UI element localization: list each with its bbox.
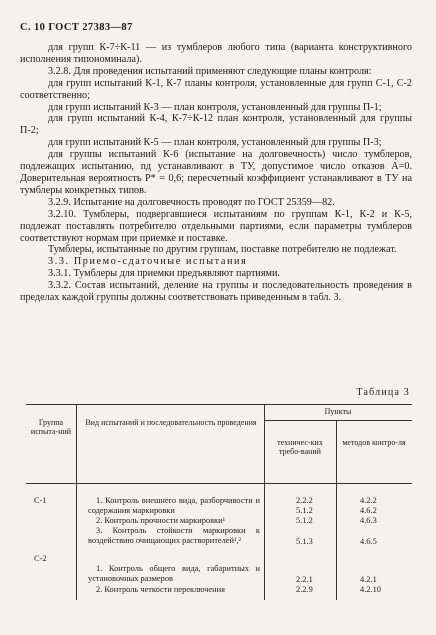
tech-ref: 2.2.1 (296, 575, 313, 584)
section-heading: 3.3. Приемо-сдаточные испытания (48, 256, 248, 268)
paragraph: 3.3.1. Тумблеры для приемки предъявляют партиями. (48, 268, 280, 280)
test-item: 3. Контроль стойкости маркировки к воздействию очищающих растворителей¹,² (88, 526, 260, 546)
header-kind: Вид испытаний и последовательность проведения (85, 418, 257, 427)
table-rule (264, 404, 265, 600)
test-item: 2. Контроль четкости переключения (96, 585, 225, 594)
table-rule (264, 420, 412, 421)
method-ref: 4.2.10 (360, 585, 381, 594)
table-caption: Таблица 3 (356, 387, 410, 398)
table-rule (26, 404, 412, 405)
method-ref: 4.6.3 (360, 516, 377, 525)
paragraph: для групп испытаний К-1, К-7 планы контроля, установленные для групп С-1, С-2 соответственно; (20, 77, 412, 101)
tech-ref: 5.1.3 (296, 537, 313, 546)
paragraph: для групп К-7÷К-11 — из тумблеров любого типа (варианта конструктивного исполнения типономинала). (20, 42, 412, 65)
table-rule (26, 483, 412, 484)
method-ref: 4.2.2 (360, 496, 377, 505)
method-ref: 4.6.5 (360, 537, 377, 546)
table-rule (336, 420, 337, 600)
header-points: Пункты (324, 407, 352, 416)
body-text (20, 42, 412, 304)
test-item: 1. Контроль внешнего вида, разборчивости и содержания маркировки (88, 496, 260, 516)
header-group: Группа испыта-ний (30, 418, 72, 437)
page-header: С. 10 ГОСТ 27383—87 (20, 22, 133, 33)
paragraph: для групп испытаний К-3 — план контроля, установленный для группы П-1; (48, 101, 382, 113)
tech-ref: 5.1.2 (296, 516, 313, 525)
method-ref: 4.2.1 (360, 575, 377, 584)
header-methods: методов контро-ля (342, 438, 406, 447)
group-name: С-2 (34, 554, 47, 563)
tech-ref: 5.1.2 (296, 506, 313, 515)
test-item: 1. Контроль общего вида, габаритных и установочных размеров (88, 564, 260, 584)
paragraph: 3.2.10. Тумблеры, подвергавшиеся испытаниям по группам К-1, К-2 и К-5, подлежат поставлять потребителю отдельными партиями, если параметры тумблеров соответствуют нормам при приемке и поставке. (20, 208, 412, 244)
paragraph: 3.2.8. Для проведения испытаний применяют следующие планы контроля: (48, 65, 372, 77)
paragraph: 3.2.9. Испытание на долговечность проводят по ГОСТ 25359—82. (48, 196, 335, 208)
table-rule (76, 404, 77, 600)
paragraph: для групп испытаний К-4, К-7÷К-12 план контроля, установленный для группы П-2; (20, 113, 412, 137)
paragraph: Тумблеры, испытанные по другим группам, поставке потребителю не подлежат. (48, 244, 397, 256)
table-3 (26, 404, 412, 600)
paragraph: для групп испытаний К-5 — план контроля, установленный для группы П-3; (48, 137, 382, 149)
method-ref: 4.6.2 (360, 506, 377, 515)
tech-ref: 2.2.2 (296, 496, 313, 505)
paragraph: для группы испытаний К-6 (испытание на долговечность) число тумблеров, подлежащих испытанию, nд устанавливают в ТУ, допустимое число отказов А=0. Доверительная вероятность P* = 0,6; пересчетный коэффициент устанавливают в ТУ на тумблеры конкретных типов. (20, 149, 412, 196)
paragraph: 3.3.2. Состав испытаний, деление на группы и последовательность проведения в пределах каждой группы должны соответствовать приведенным в табл. 3. (20, 280, 412, 304)
test-item: 2. Контроль прочности маркировки¹ (96, 516, 226, 525)
header-tech: техничес-ких требо-ваний (277, 438, 323, 457)
group-name: С-1 (34, 496, 47, 505)
tech-ref: 2.2.9 (296, 585, 313, 594)
